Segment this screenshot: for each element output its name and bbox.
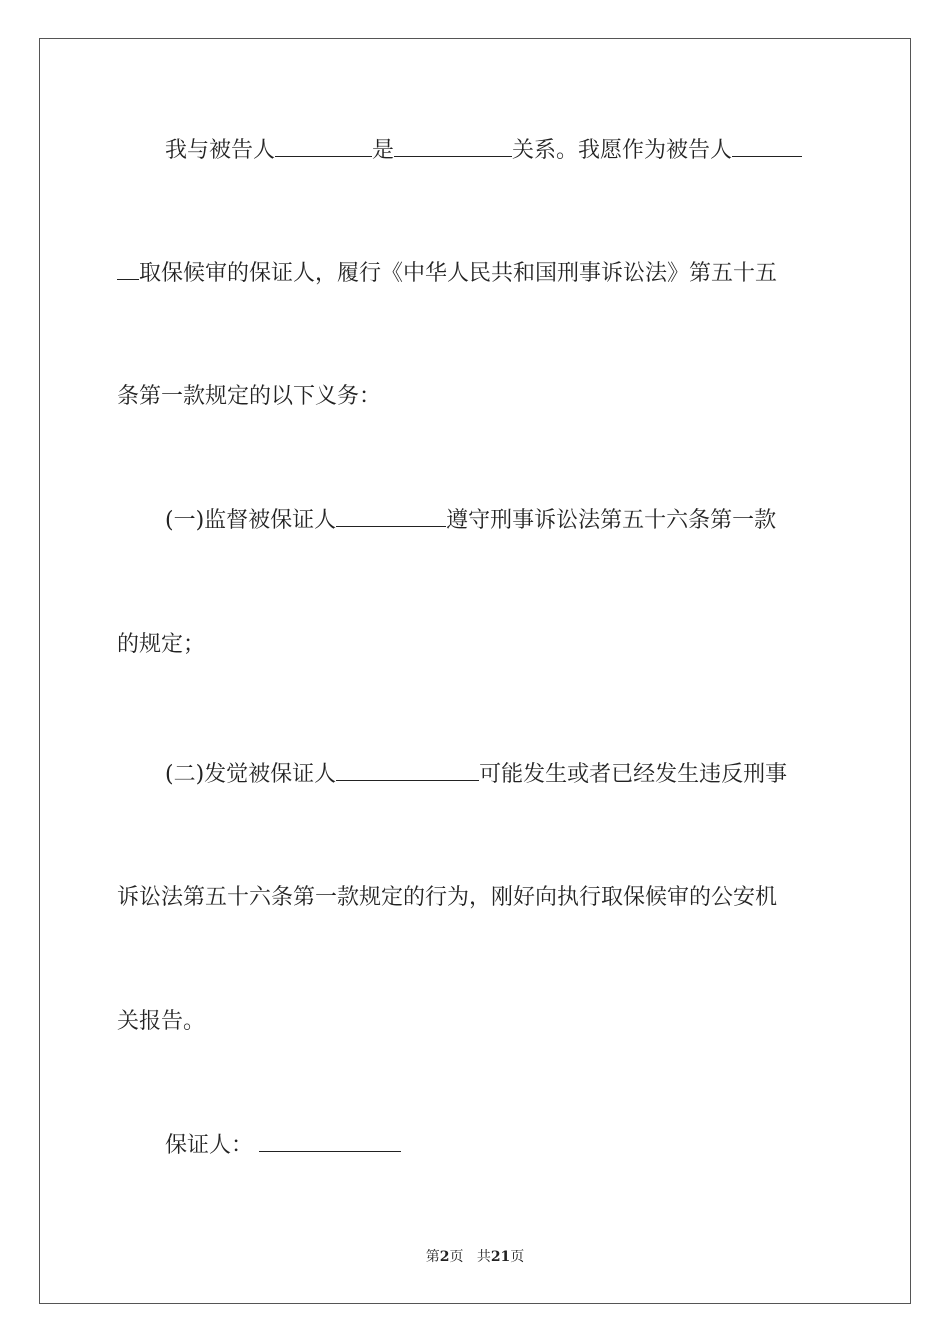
footer-page-suffix: 页 <box>449 1249 464 1265</box>
blank-field <box>117 259 139 280</box>
text-segment: 我与被告人 <box>165 138 276 163</box>
text-line-6 <box>165 760 787 790</box>
text-segment: (二)发觉被保证人 <box>165 762 337 787</box>
text-line-5 <box>117 630 205 660</box>
blank-field <box>336 506 446 527</box>
page-footer <box>0 1246 950 1266</box>
text-line-2 <box>117 259 777 289</box>
text-segment: 关系。我愿作为被告人 <box>512 138 733 163</box>
text-line-8 <box>117 1007 205 1037</box>
text-line-9 <box>165 1131 401 1161</box>
page-border <box>39 38 911 1304</box>
blank-field <box>336 760 479 781</box>
guarantor-label: 保证人： <box>165 1133 254 1158</box>
text-segment: 的规定； <box>117 632 206 657</box>
text-line-3 <box>117 382 381 412</box>
text-line-4 <box>165 506 776 536</box>
footer-page-prefix: 第 <box>425 1249 440 1265</box>
text-line-7 <box>117 883 777 913</box>
text-line-1 <box>165 136 802 166</box>
footer-total-number: 21 <box>490 1249 511 1265</box>
text-segment: 条第一款规定的以下义务： <box>117 384 382 409</box>
footer-total-prefix: 共 <box>476 1249 491 1265</box>
blank-field <box>275 136 372 157</box>
text-segment: 关报告。 <box>117 1009 206 1034</box>
footer-page-number: 2 <box>439 1249 450 1265</box>
guarantor-signature-field <box>259 1131 401 1152</box>
blank-field <box>732 136 802 157</box>
blank-field <box>394 136 512 157</box>
text-segment: 是 <box>372 138 395 163</box>
text-segment: (一)监督被保证人 <box>165 508 337 533</box>
text-segment: 取保候审的保证人，履行《中华人民共和国刑事诉讼法》第五十五 <box>139 261 778 286</box>
footer-total-suffix: 页 <box>510 1249 525 1265</box>
text-segment: 诉讼法第五十六条第一款规定的行为，刚好向执行取保候审的公安机 <box>117 885 778 910</box>
text-segment: 可能发生或者已经发生违反刑事 <box>479 762 788 787</box>
text-segment: 遵守刑事诉讼法第五十六条第一款 <box>446 508 777 533</box>
